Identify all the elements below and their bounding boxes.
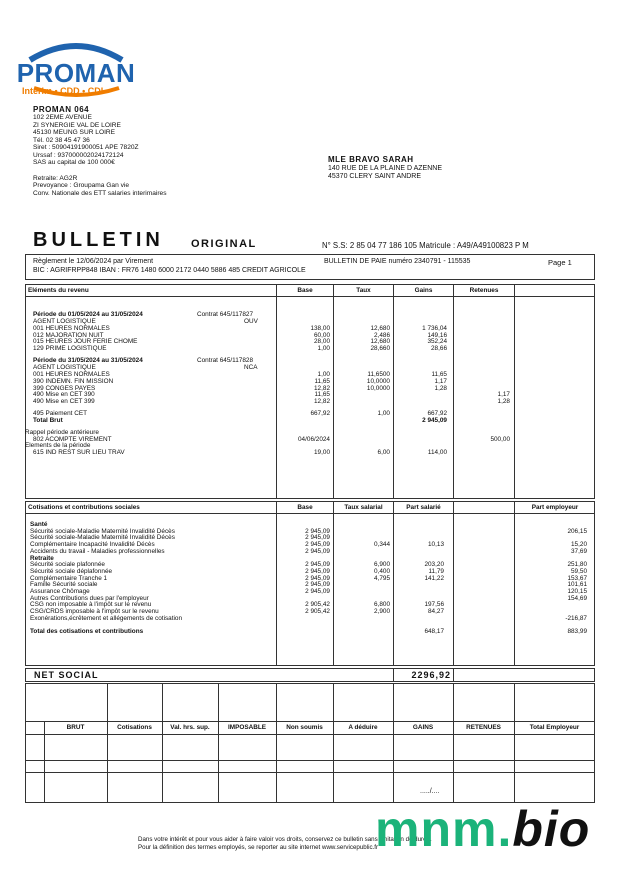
employer-line: Prevoyance : Groupama Gan vie [33,182,130,190]
employer-name: PROMAN 064 [33,105,90,114]
employer-line: Retraite: AG2R [33,174,78,182]
revenue-row-label: 495 Paiement CET [33,410,87,418]
watermark-a: mnm. [375,801,513,857]
revenue-base: 1,00 [317,370,330,378]
contribution-row-label: Retraite [30,554,54,562]
revenue-retenues: 1,17 [497,391,510,399]
employer-line: Conv. Nationale des ETT salaries interimaires [33,189,167,197]
bank-details: BIC : AGRIFRPP848 IBAN : FR76 1480 6000 2172 0440 5886 485 CREDIT AGRICOLE [33,267,306,274]
employer-line: ZI SYNERGIE VAL DE LOIRE [33,121,121,129]
revenue-header-taux: Taux [356,287,371,294]
contract-number: Contrat 645/117827 [197,311,254,318]
contribution-taux: 0,344 [374,541,390,549]
revenue-taux: 11,6500 [367,370,390,378]
revenue-base: 19,00 [314,449,330,457]
contribution-row-label: CSG non imposable à l'impôt sur le revenu [30,601,152,609]
employee-name: MLE BRAVO SARAH [328,155,414,164]
revenue-gains: 11,65 [431,370,447,378]
summary-header: Non soumis [286,724,323,731]
revenue-row-label: AGENT LOGISTIQUE [33,363,96,371]
bulletin-number: BULLETIN DE PAIE numéro 2340791 - 115535 [324,258,471,265]
summary-header: A déduire [348,724,378,731]
summary-header: Cotisations [117,724,152,731]
revenue-taux: 2,486 [374,331,390,339]
contribution-part-employeur: 154,69 [567,594,587,602]
original-label: ORIGINAL [191,238,257,250]
contribution-taux: 2,900 [374,608,390,616]
revenue-row-label: Période du 01/05/2024 au 31/05/2024 [33,311,143,318]
summary-header: Val. hrs. sup. [170,724,210,731]
revenue-row-label: 012 MAJORATION NUIT [33,331,104,339]
contribution-base: 2 905,42 [305,608,330,616]
contribution-taux: 6,900 [374,561,390,569]
summary-header: Total Employeur [529,724,580,731]
contribution-base: 2 945,09 [305,574,330,582]
contribution-part-employeur: 206,15 [567,527,587,535]
contribution-part-employeur: 883,99 [567,627,587,635]
contribution-row-label: Assurance Chômage [30,588,90,595]
contribution-part-salarie: 203,20 [424,561,444,569]
employee-block [328,155,442,181]
contribution-base: 2 945,09 [305,561,330,569]
employer-line: 45130 MEUNG SUR LOIRE [33,129,116,137]
contribution-part-employeur: 59,50 [571,567,587,575]
revenue-row-label: 390 INDEMN. FIN MISSION [33,377,114,385]
date-mark: ...../.... [420,788,440,795]
contribution-row-label: Accidents du travail - Maladies professionnelles [30,547,165,555]
revenue-base: 11,65 [314,391,330,399]
contribution-row-label: Exonérations,écrêtement et allégements de cotisation [30,614,183,622]
net-social-row [25,668,595,682]
contribution-row-label: Sécurité sociale déplafonnée [30,567,113,575]
revenue-base: 138,00 [310,324,330,332]
contribution-base: 2 945,09 [305,534,330,542]
watermark [375,800,590,858]
contribution-row-label: Complémentaire Tranche 1 [30,574,108,582]
revenue-header-gains: Gains [414,287,433,294]
contribution-base: 2 905,42 [305,601,330,609]
logo-text: PROMAN [16,58,136,88]
revenue-row-label: Total Brut [33,416,63,424]
revenue-gains: 667,92 [427,410,447,418]
contribution-part-salarie: 197,56 [424,601,444,609]
contribution-part-employeur: -216,87 [565,614,587,622]
contribution-row-label: Famille Sécurité sociale [30,581,98,589]
contribution-base: 2 945,09 [305,567,330,575]
net-social-value: 2296,92 [411,670,451,680]
revenue-base: 60,00 [314,331,330,339]
contribution-taux: 0,400 [374,567,390,575]
revenue-gains: 1 736,04 [422,324,447,332]
revenue-gains: 2 945,09 [422,416,447,424]
summary-header: BRUT [66,724,85,731]
contribution-base: 2 945,09 [305,541,330,549]
contribution-part-employeur: 153,67 [567,574,587,582]
contribution-taux: 4,795 [374,574,390,582]
contribution-row-label: Santé [30,521,48,528]
job-class: OUV [244,317,258,325]
contribution-row-label: Sécurité sociale-Maladie Maternité Invalidité Décès [30,534,175,542]
employee-line: 140 RUE DE LA PLAINE D AZENNE [328,164,442,172]
contribution-row-label: Sécurité sociale plafonnée [30,561,105,569]
revenue-row-label: 490 Mise en CET 399 [33,398,95,406]
revenue-row-label: 129 PRIME LOGISTIQUE [33,345,107,353]
revenue-row-label: Elements de la période [25,442,91,450]
revenue-header-retenues: Retenues [469,287,499,294]
social-security-line: N° S.S: 2 85 04 77 186 105 Matricule : A49/A49100823 P M [322,241,529,250]
net-social-label: NET SOCIAL [34,670,99,680]
contribution-row-label: Autres Contributions dues par l'employeur [30,594,149,602]
revenue-base: 12,82 [314,384,330,392]
revenue-header-label: Eléments du revenu [28,287,89,294]
contribution-part-employeur: 251,80 [567,561,587,569]
employer-line: SAS au capital de 100 000€ [33,159,115,167]
contribution-part-salarie: 84,27 [428,608,444,616]
revenue-gains: 1,17 [434,377,447,385]
revenue-base: 28,00 [314,338,330,346]
contribution-row-label: Total des cotisations et contributions [30,627,144,635]
revenue-row-label: 490 Mise en CET 390 [33,391,95,399]
contribution-base: 2 945,09 [305,547,330,555]
employer-line: Tél. 02 38 45 47 36 [33,136,90,144]
employer-line: Siret : 50904191900051 APE 7820Z [33,144,139,152]
revenue-taux: 6,00 [377,449,390,457]
revenue-taux: 10,0000 [366,377,390,385]
summary-header: IMPOSABLE [228,724,266,731]
revenue-taux: 12,680 [370,324,390,332]
employer-line: 102 2EME AVENUE [33,114,92,122]
revenue-row-label: 001 HEURES NORMALES [33,370,110,378]
contribution-part-salarie: 10,13 [428,541,444,549]
summary-header: RETENUES [466,724,501,731]
revenue-base: 1,00 [317,345,330,353]
contract-number: Contrat 645/117828 [197,357,254,365]
summary-header: GAINS [412,724,434,731]
revenue-gains: 149,16 [427,331,447,339]
contribution-part-employeur: 37,69 [571,547,587,555]
contrib-header-base: Base [297,504,313,511]
revenue-row-label: 399 CONGES PAYES [33,384,96,392]
revenue-row-label: 802 ACOMPTE VIREMENT [33,435,112,443]
revenue-retenues: 1,28 [497,398,510,406]
contribution-base: 2 945,09 [305,588,330,595]
page-number: Page 1 [548,258,572,267]
revenue-header-base: Base [297,287,313,294]
revenue-taux: 10,0000 [366,384,390,392]
revenue-taux: 12,680 [370,338,390,346]
contribution-row-label: Sécurité sociale-Maladie Maternité Invalidité Décès [30,527,175,535]
logo-tagline: Intérim • CDD • CDI [22,86,104,96]
revenue-gains: 28,66 [431,345,447,353]
contrib-header-taux: Taux salarial [344,504,383,511]
employee-line: 45370 CLERY SAINT ANDRE [328,172,421,180]
revenue-gains: 352,24 [427,338,447,346]
revenue-retenues: 500,00 [490,435,510,443]
contribution-part-salarie: 648,17 [424,627,444,635]
payment-line: Règlement le 12/06/2024 par Virement [33,258,154,265]
revenue-taux: 1,00 [377,410,390,418]
contribution-row-label: CSG/CRDS imposable à l'impôt sur le revenu [30,608,159,616]
revenue-row-label: Période du 31/05/2024 au 31/05/2024 [33,357,143,365]
employer-block [33,105,167,197]
revenue-base: 667,92 [310,410,330,418]
revenue-gains: 1,28 [434,384,447,392]
watermark-b: bio [512,801,591,857]
revenue-row-label: Rappel période antérieure [25,428,99,436]
job-class: NCA [244,363,258,371]
contribution-base: 2 945,09 [305,581,330,589]
contribution-part-salarie: 141,22 [424,574,444,582]
revenue-row-label: 615 IND REST SUR LIEU TRAV [33,449,125,457]
revenue-row-label: 001 HEURES NORMALES [33,324,110,332]
contrib-header-part: Part salarié [406,504,441,511]
contribution-part-employeur: 15,20 [571,541,587,549]
contrib-header-label: Cotisations et contributions sociales [28,504,140,511]
contrib-header-employer: Part employeur [531,504,579,511]
revenue-taux: 28,660 [370,345,390,353]
employer-line: Urssaf : 937000002024172124 [33,151,124,159]
contribution-taux: 6,800 [374,601,390,609]
summary-table [25,683,595,803]
contribution-base: 2 945,09 [305,527,330,535]
contribution-part-employeur: 120,15 [567,588,587,595]
revenue-gains: 114,00 [427,449,447,457]
contribution-part-employeur: 101,61 [567,581,587,589]
contribution-part-salarie: 11,79 [428,567,444,575]
footer-line: Pour la définition des termes employés, se reporter au site internet www.servicepublic.fr [138,843,379,851]
footer-line: Dans votre intérêt et pour vous aider à faire valoir vos droits, conservez ce bulletin sans limitation de durée. [138,836,432,843]
revenue-base: 12,82 [314,398,330,406]
revenue-row-label: 015 HEURES JOUR FERIE CHOME [33,338,138,346]
revenue-row-label: AGENT LOGISTIQUE [33,317,96,325]
document-title: BULLETIN [33,229,164,251]
contribution-row-label: Complémentaire Incapacité Invalidité Décès [30,541,155,549]
revenue-base: 04/06/2024 [298,435,330,443]
payment-info-box [25,254,595,280]
revenue-base: 11,65 [314,377,330,385]
